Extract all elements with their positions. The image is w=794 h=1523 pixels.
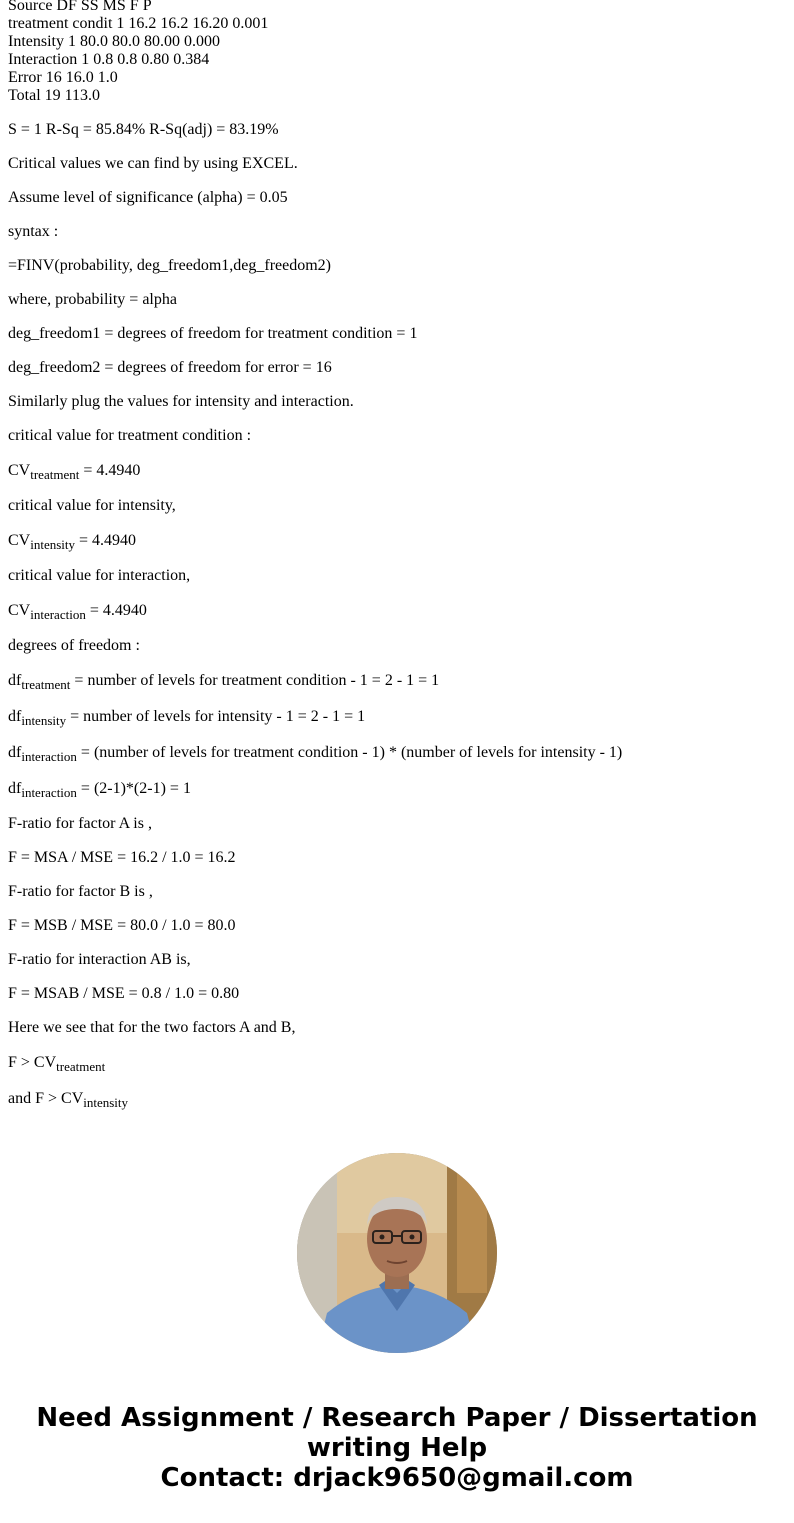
- df-interaction-formula: $df_{interaction}$ = (number of levels for treatment condition - 1) * (number of levels for intensity - 1): [8, 744, 623, 764]
- anova-row-total: Total 19 113.0: [8, 87, 101, 104]
- anova-row-intensity: Intensity 1 80.0 80.0 80.00 0.000: [8, 33, 220, 50]
- person-photo-icon: [297, 1153, 497, 1353]
- anova-row-interaction: Interaction 1 0.8 0.8 0.80 0.384: [8, 51, 210, 68]
- footer-banner: [0, 1403, 794, 1493]
- f-ratio-ab-label: F-ratio for interaction AB is,: [8, 951, 191, 968]
- cv-treatment-value: $CV_{treatment} = 4.4940$: [8, 462, 141, 482]
- df-interaction-value: $df_{interaction} = (2-1)*(2-1) = 1$: [8, 780, 191, 800]
- cv-intensity-value: $CV_{intensity} = 4.4940$: [8, 532, 137, 552]
- alpha-text: Assume level of significance (alpha) = 0.05: [8, 189, 288, 206]
- document-body: [8, 0, 788, 1122]
- df-intensity: $df_{intensity}$ = number of levels for intensity - 1 = 2 - 1 = 1: [8, 708, 366, 728]
- cv-treatment-label: critical value for treatment condition :: [8, 427, 252, 444]
- syntax-label: syntax :: [8, 223, 59, 240]
- cv-interaction-label: critical value for interaction,: [8, 567, 191, 584]
- df-treatment: $df_{treatment}$ = number of levels for treatment condition - 1 = 2 - 1 = 1: [8, 672, 440, 692]
- f-greater-cv-intensity: and $F > CV_{intensity}$: [8, 1090, 129, 1110]
- anova-header-row: Source DF SS MS F P: [8, 0, 152, 14]
- f-ratio-b: F = MSB / MSE = 80.0 / 1.0 = 80.0: [8, 917, 236, 934]
- similarly-text: Similarly plug the values for intensity and interaction.: [8, 393, 354, 410]
- deg-freedom2-text: deg_freedom2 = degrees of freedom for error = 16: [8, 359, 332, 376]
- f-greater-cv-treatment: $F > CV_{treatment}$: [8, 1054, 106, 1074]
- deg-freedom1-text: deg_freedom1 = degrees of freedom for treatment condition = 1: [8, 325, 418, 342]
- stats-line: S = 1 R-Sq = 85.84% R-Sq(adj) = 83.19%: [8, 121, 279, 138]
- anova-table: [8, 0, 788, 105]
- finv-formula: =FINV(probability, deg_freedom1,deg_freedom2): [8, 257, 331, 274]
- cv-interaction-value: $CV_{interaction} = 4.4940$: [8, 602, 147, 622]
- footer-line1: Need Assignment / Research Paper / Dissertation: [36, 1403, 758, 1433]
- dof-label: degrees of freedom :: [8, 637, 140, 654]
- f-ratio-a: F = MSA / MSE = 16.2 / 1.0 = 16.2: [8, 849, 236, 866]
- cv-intensity-label: critical value for intensity,: [8, 497, 176, 514]
- critical-excel-text: Critical values we can find by using EXCEL.: [8, 155, 298, 172]
- f-ratio-b-label: F-ratio for factor B is ,: [8, 883, 153, 900]
- footer-line2: writing Help: [306, 1433, 488, 1463]
- anova-row-treatment: treatment condit 1 16.2 16.2 16.20 0.001: [8, 15, 269, 32]
- footer-contact: Contact: drjack9650@gmail.com: [160, 1463, 634, 1493]
- anova-row-error: Error 16 16.0 1.0: [8, 69, 118, 86]
- where-probability: where, probability = alpha: [8, 291, 177, 308]
- conclusion-text: Here we see that for the two factors A and B,: [8, 1019, 296, 1036]
- f-ratio-ab: F = MSAB / MSE = 0.8 / 1.0 = 0.80: [8, 985, 240, 1002]
- avatar: [297, 1153, 497, 1353]
- f-ratio-a-label: F-ratio for factor A is ,: [8, 815, 152, 832]
